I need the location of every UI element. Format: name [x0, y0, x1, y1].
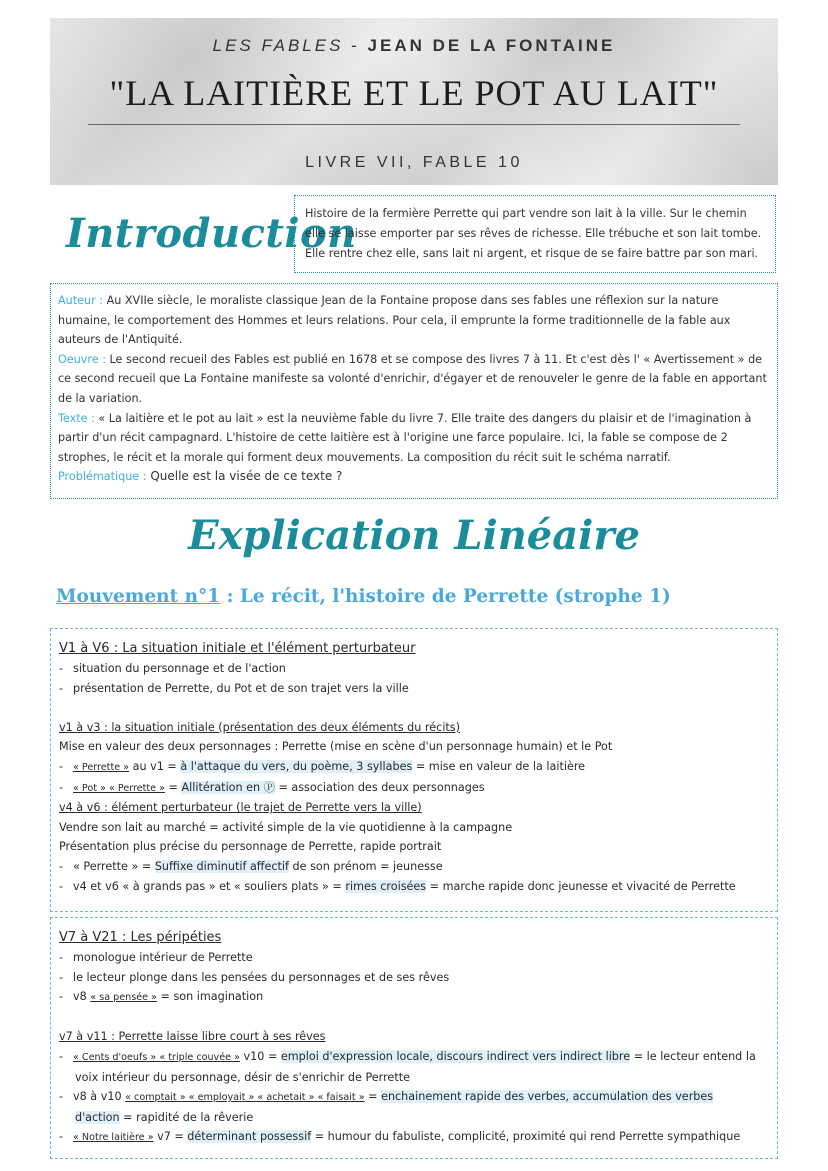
list-item: - v8 à v10 « comptait » « employait » « achetait » « faisait » = enchainement rapide des verbes, accumulation des verbes: [59, 1090, 714, 1104]
list-item: - « Perrette » au v1 = à l'attaque du vers, du poème, 3 syllabes = mise en valeur de la laitière: [59, 759, 586, 773]
author-name: JEAN DE LA FONTAINE: [367, 36, 616, 55]
subsection-heading: v4 à v6 : élément perturbateur (le trajet de Perrette vers la ville): [59, 801, 422, 815]
book-reference: LIVRE VII, FABLE 10: [305, 154, 523, 171]
list-item: - « Notre laitière » v7 = déterminant possessif = humour du fabuliste, complicité, proximité qui rend Perrette sympathique: [59, 1130, 741, 1144]
auteur-paragraph: [58, 291, 770, 350]
list-item-continuation: d'action = rapidité de la rêverie: [75, 1110, 254, 1124]
subsection-heading: v7 à v11 : Perrette laisse libre court à ses rêves: [59, 1030, 326, 1044]
texte-text: « La laitière et le pot au lait » est la neuvième fable du livre 7. Elle traite des dangers du plaisir et de l'imagination à partir d'un récit campagnard. L'histoire de cette laitière est à l'origine une farce populaire. Ici, la fable se compose de 2 strophes, le récit et la morale qui forment deux mouvements. La composition du récit suit le schéma narratif.: [58, 411, 752, 464]
list-item: - v4 et v6 « à grands pas » et « souliers plats » = rimes croisées = marche rapide donc jeunesse et vivacité de Perrette: [59, 879, 736, 893]
list-item: - « Perrette » = Suffixe diminutif affectif de son prénom = jeunesse: [59, 859, 443, 873]
problematique-label: Problématique :: [58, 470, 147, 484]
auteur-text: Au XVIIe siècle, le moraliste classique Jean de la Fontaine propose dans ses fables une réflexion sur la nature humaine, le comportement des Hommes et leurs relations. Pour cela, il emprunte la forme traditionnelle de la fable aux auteurs de l'Antiquité.: [58, 294, 731, 347]
list-item: - « Cents d'oeufs » « triple couvée » v10 = emploi d'expression locale, discours indirect vers indirect libre = le lecteur entend la: [59, 1049, 756, 1063]
section-heading: V7 à V21 : Les péripéties: [59, 930, 222, 945]
paragraph: Présentation plus précise du personnage de Perrette, rapide portrait: [59, 840, 442, 854]
texte-label: Texte :: [58, 411, 95, 425]
header-separator: -: [343, 36, 368, 55]
paragraph: Mise en valeur des deux personnages : Perrette (mise en scène d'un personnage humain) et le Pot: [59, 740, 613, 754]
auteur-label: Auteur :: [58, 294, 104, 307]
mouvement-heading: [56, 586, 671, 607]
oeuvre-paragraph: [58, 350, 770, 409]
oeuvre-text: Le second recueil des Fables est publié en 1678 et se compose des livres 7 à 11. Et c'est dès l' « Avertissement » de ce second recueil que La Fontaine manifeste sa volonté d'enrichir, d'égayer et de renouveler le genre de la fable en apportant de la variation.: [58, 352, 767, 405]
oeuvre-label: Oeuvre :: [58, 352, 106, 366]
list-item: - « Pot » « Perrette » = Allitération en Ⓟ = association des deux personnages: [59, 780, 485, 794]
mouvement-title: : Le récit, l'histoire de Perrette (strophe 1): [220, 586, 671, 607]
section-v1-v6: [50, 628, 778, 912]
series-name: LES FABLES: [212, 36, 344, 55]
list-item: - monologue intérieur de Perrette: [59, 951, 253, 964]
list-item: - v8 « sa pensée » = son imagination: [59, 990, 264, 1004]
paragraph: Vendre son lait au marché = activité simple de la vie quotidienne à la campagne: [59, 820, 513, 834]
summary-box: [294, 195, 776, 273]
explication-heading: Explication Linéaire: [188, 512, 640, 559]
subsection-heading: v1 à v3 : la situation initiale (présentation des deux éléments du récits): [59, 720, 461, 734]
mouvement-number: Mouvement n°1: [56, 586, 221, 607]
section-heading: V1 à V6 : La situation initiale et l'élément perturbateur: [59, 641, 416, 656]
list-item: - situation du personnage et de l'action: [59, 662, 286, 675]
context-box: [50, 283, 778, 499]
header-subtitle: [50, 36, 778, 56]
title-divider: [88, 124, 740, 125]
list-item-continuation: voix intérieur du personnage, désir de s'enrichir de Perrette: [75, 1070, 410, 1084]
header-banner: [50, 18, 778, 185]
list-item: - le lecteur plonge dans les pensées du personnages et de ses rêves: [59, 970, 450, 984]
texte-paragraph: [58, 409, 770, 468]
problematique-paragraph: [58, 467, 770, 487]
page-title: "LA LAITIÈRE ET LE POT AU LAIT": [109, 73, 719, 113]
list-item: - présentation de Perrette, du Pot et de son trajet vers la ville: [59, 681, 409, 695]
summary-text: Histoire de la fermière Perrette qui part vendre son lait à la ville. Sur le chemin elle se laisse emporter par ses rêves de richesse. Elle trébuche et son lait tombe. Elle rentre chez elle, sans lait ni argent, et risque de se faire battre par son mari.: [305, 207, 762, 260]
problematique-text: Quelle est la visée de ce texte ?: [146, 469, 343, 484]
introduction-heading: Introduction: [66, 210, 357, 257]
section-v7-v21: [50, 917, 778, 1159]
